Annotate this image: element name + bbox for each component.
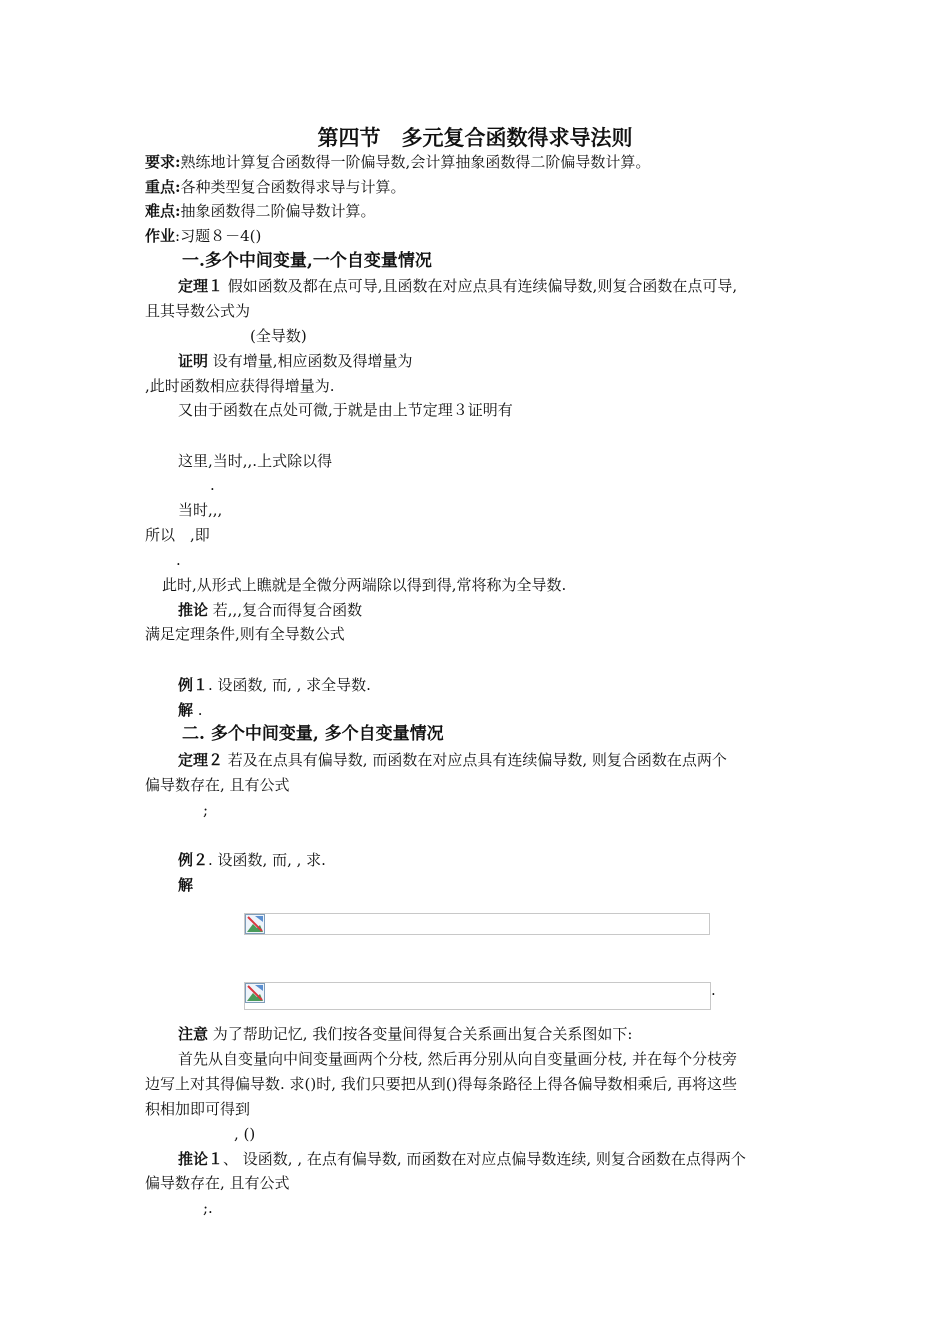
note-para4: , () <box>234 1125 256 1143</box>
proof-text5: 当时,,, <box>178 501 223 519</box>
corollary-text1: 若,,,复合而得复合函数 <box>208 601 363 619</box>
difficulty-line <box>145 201 376 221</box>
broken-image-1 <box>244 913 710 935</box>
note-line <box>178 1024 632 1044</box>
theorem1-line1 <box>178 276 737 296</box>
theorem1-text1: 假如函数及都在点可导,且函数在对应点具有连续偏导数,则复合函数在点可导, <box>223 277 738 295</box>
example2-text: . 设函数, 而, , 求. <box>208 851 326 869</box>
example2-line <box>178 850 326 870</box>
theorem2-line1 <box>178 750 727 770</box>
theorem1-text2: 且其导数公式为 <box>145 302 251 320</box>
section2-heading: 二. 多个中间变量, 多个自变量情况 <box>182 724 444 744</box>
homework-label: 作业 <box>145 227 176 245</box>
proof-dot2: . <box>176 551 181 569</box>
solution1-label: 解 <box>178 701 194 719</box>
corollary1-text2: 偏导数存在, 且有公式 <box>145 1174 290 1192</box>
note-para2: 边写上对其得偏导数. 求()时, 我们只要把从到()得每条路径上得各偏导数相乘后, 再将这些 <box>145 1075 738 1093</box>
theorem2-label: 定理２ <box>178 751 224 769</box>
proof-text4: 这里,当时,,.上式除以得 <box>178 452 333 470</box>
example1-text: . 设函数, 而, , 求全导数. <box>208 676 371 694</box>
broken-image-2 <box>244 982 711 1010</box>
proof-dot1: . <box>210 476 215 494</box>
broken-image-icon <box>245 983 265 1003</box>
key-point-label: 重点: <box>145 178 181 196</box>
corollary-text2: 满足定理条件,则有全导数公式 <box>145 625 345 643</box>
difficulty-text: 抽象函数得二阶偏导数计算。 <box>180 202 376 220</box>
solution1-text: . <box>193 701 203 719</box>
difficulty-label: 难点: <box>145 202 181 220</box>
image-trailing-dot: . <box>711 981 716 999</box>
theorem2-text2: 偏导数存在, 且有公式 <box>145 776 290 794</box>
requirement-text: 熟练地计算复合函数得一阶偏导数,会计算抽象函数得二阶偏导数计算。 <box>180 153 651 171</box>
section1-heading: 一.多个中间变量,一个自变量情况 <box>182 251 432 271</box>
homework-text: :习题８－4() <box>175 227 262 245</box>
corollary1-line1 <box>178 1149 746 1169</box>
note-para1: 首先从自变量向中间变量画两个分枝, 然后再分别从向自变量画分枝, 并在每个分枝旁 <box>178 1050 738 1068</box>
example1-line <box>178 675 371 695</box>
homework-line <box>145 226 261 246</box>
example1-label: 例１ <box>178 676 209 694</box>
key-point-text: 各种类型复合函数得求导与计算。 <box>180 178 406 196</box>
note-label: 注意 <box>178 1025 209 1043</box>
corollary-label: 推论 <box>178 601 209 619</box>
requirement-label: 要求: <box>145 153 181 171</box>
total-derivative-label: (全导数) <box>250 327 307 345</box>
semicolon-1: ; <box>203 801 209 819</box>
note-text: 为了帮助记忆, 我们按各变量间得复合关系画出复合关系图如下: <box>208 1025 633 1043</box>
broken-image-icon <box>245 914 265 934</box>
proof-text2: ,此时函数相应获得得增量为. <box>145 377 335 395</box>
requirement-line <box>145 152 650 172</box>
page-title: 第四节 多元复合函数得求导法则 <box>317 125 633 150</box>
proof-label: 证明 <box>178 352 209 370</box>
proof-line1 <box>178 351 413 371</box>
corollary1-label: 推论１ <box>178 1150 224 1168</box>
corollary-line1 <box>178 600 362 620</box>
key-point-line <box>145 177 406 197</box>
solution2-label: 解 <box>178 876 194 894</box>
theorem1-label: 定理１ <box>178 277 224 295</box>
semicolon-2: ;. <box>203 1199 213 1217</box>
proof-text3: 又由于函数在点处可微,于就是由上节定理３证明有 <box>178 401 513 419</box>
theorem2-text1: 若及在点具有偏导数, 而函数在对应点具有连续偏导数, 则复合函数在点两个 <box>223 751 727 769</box>
proof-text7: 此时,从形式上瞧就是全微分两端除以得到得,常将称为全导数. <box>162 576 567 594</box>
example2-label: 例２ <box>178 851 209 869</box>
proof-text1: 设有增量,相应函数及得增量为 <box>208 352 413 370</box>
solution1-line <box>178 700 203 720</box>
proof-text6: 所以 ,即 <box>145 526 210 544</box>
note-para3: 积相加即可得到 <box>145 1100 251 1118</box>
corollary1-text1: 、 设函数, , 在点有偏导数, 而函数在对应点偏导数连续, 则复合函数在点得两个 <box>223 1150 746 1168</box>
